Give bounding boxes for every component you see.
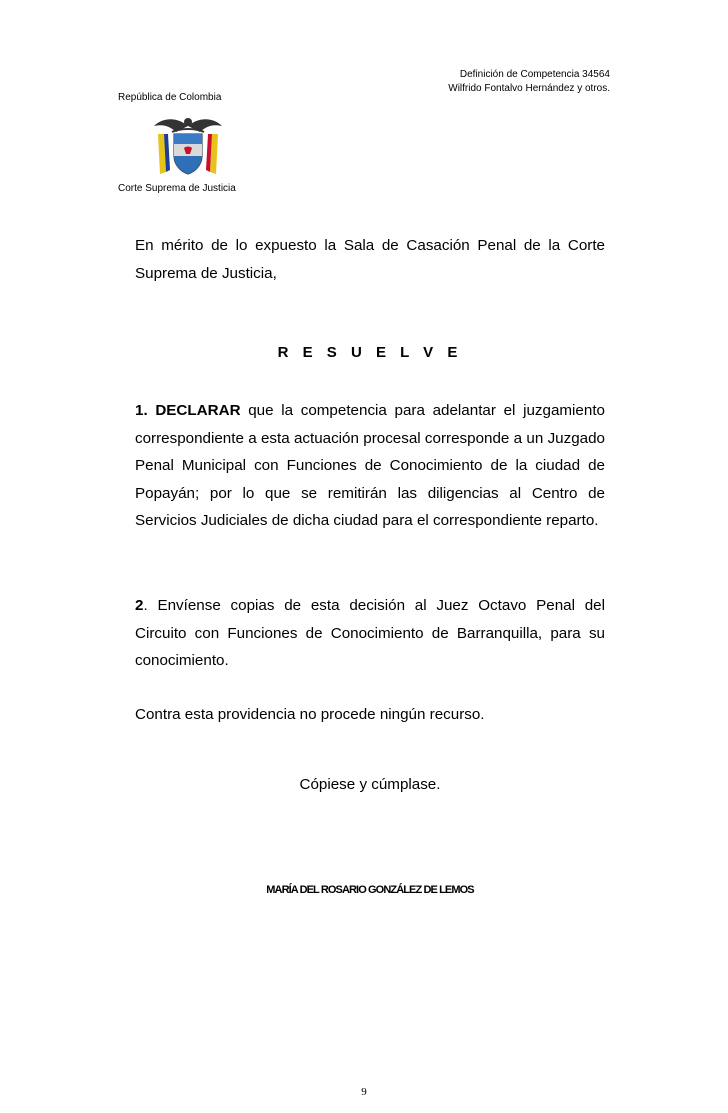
no-appeal-paragraph: Contra esta providencia no procede ningún recurso.	[135, 706, 485, 723]
item1-label: 1. DECLARAR	[135, 402, 241, 419]
item2-label: 2	[135, 597, 144, 614]
case-ref: Definición de Competencia 34564	[459, 69, 610, 80]
item2-text: . Envíense copias de esta decisión al Juez Octavo Penal del Circuito con Funciones de Conocimiento de Barranquilla, para su conocimiento.	[135, 597, 605, 669]
item1-text: que la competencia para adelantar el juzgamiento correspondiente a esta actuación procesal corresponde a un Juzgado Penal Municipal con Funciones de Conocimiento de la ciudad de Popayán; por lo que se remitirán las diligencias al Centro de Servicios Judiciales de dicha ciudad para el correspondiente reparto.	[135, 402, 605, 529]
resolution-item-1	[135, 397, 605, 535]
page-number: 9	[361, 1086, 367, 1098]
republic-label: República de Colombia	[118, 92, 222, 103]
resolution-item-2	[135, 592, 605, 675]
case-parties: Wilfrido Fontalvo Hernández y otros.	[448, 83, 610, 94]
header-case-reference	[448, 68, 610, 96]
signature-name: MARÍA DEL ROSARIO GONZÁLEZ DE LEMOS	[266, 884, 474, 896]
resolves-heading: R E S U E L V E	[277, 344, 463, 361]
court-label: Corte Suprema de Justicia	[118, 183, 236, 194]
intro-paragraph: En mérito de lo expuesto la Sala de Casación Penal de la Corte Suprema de Justicia,	[135, 237, 605, 282]
coat-of-arms-icon	[148, 112, 228, 184]
closing-formula: Cópiese y cúmplase.	[299, 776, 441, 793]
